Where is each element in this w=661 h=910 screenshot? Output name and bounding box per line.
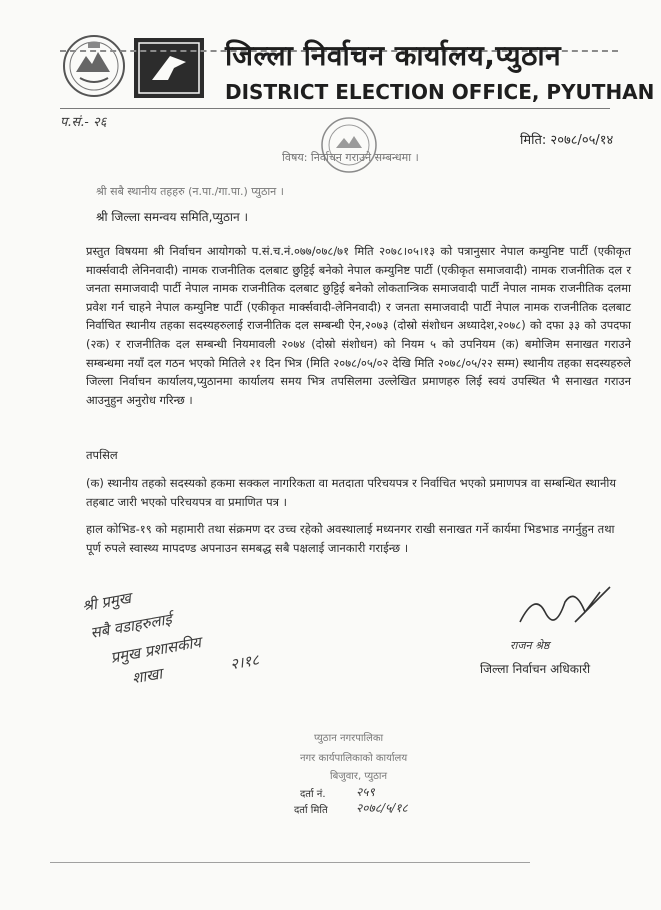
- covid-note: हाल कोभिड-१९ को महामारी तथा संक्रमण दर उच्च रहेकोे अवस्थालाई मध्यनगर राखी सनाखत गर्ने कार्यमा भिडभाड नगर्नुहुन तथा पूर्ण रुपले स्वास्थ्य मापदण्ड अपनाउन समबद्ध सबै पक्षलाई जानकारी गराईन्छ ।: [86, 522, 615, 555]
- darta-label: दर्ता नं.: [300, 789, 326, 800]
- bottom-divider: [50, 862, 530, 863]
- handwritten-line: प्रमुख प्रशासकीय: [109, 633, 203, 667]
- letter-date: मिति: २०७८/०५/१४: [520, 133, 614, 148]
- darta-number: २५९: [356, 785, 375, 799]
- handwritten-line: २।१८: [228, 650, 261, 674]
- signatory-name: राजन श्रेष्ठ: [510, 639, 550, 652]
- stamp-line-3: बिजुवार, प्युठान: [330, 771, 388, 782]
- election-logo-icon: [134, 38, 204, 98]
- office-title-nepali: जिल्ला निर्वाचन कार्यालय,प्युठान: [225, 39, 562, 72]
- addressee-2: श्री जिल्ला समन्वय समिति,प्युठान ।: [96, 210, 249, 224]
- handwritten-notes: [80, 590, 280, 710]
- reference-number: प.सं.- २६: [60, 115, 107, 130]
- header-divider: [60, 108, 610, 109]
- signatory-title: जिल्ला निर्वाचन अधिकारी: [480, 662, 591, 676]
- handwritten-line: शाखा: [130, 664, 164, 688]
- addressee-1: श्री सबै स्थानीय तहहरु (न.पा./गा.पा.) प्युठान ।: [96, 185, 284, 198]
- tapsil-label: तपसिल: [86, 448, 118, 462]
- darta-date: २०७८/५/१८: [356, 801, 408, 815]
- office-stamp-icon: [318, 114, 380, 176]
- office-title-english: DISTRICT ELECTION OFFICE, PYUTHAN: [225, 80, 655, 104]
- stamp-line-2: नगर कार्यपालिकाको कार्यालय: [300, 753, 408, 764]
- stamp-line-1: प्युठान नगरपालिका: [314, 733, 384, 744]
- tapsil-item: (क) स्थानीय तहको सदस्यको हकमा सक्कल नागरिकता वा मतदाता परिचयपत्र र निर्वाचित भएको प्रमाणपत्र वा सम्बन्धित स्थानीय तहबाट जारी भएको परिचयपत्र वा प्रमाणित पत्र ।: [86, 476, 616, 509]
- signature-icon: [515, 582, 615, 632]
- handwritten-line: श्री प्रमुख: [80, 588, 133, 616]
- letter-body: प्रस्तुत विषयमा श्री निर्वाचन आयोगको प.सं.च.नं.०७७/०७८/७१ मिति २०७८।०५।१३ को पत्रानुसार नेपाल कम्युनिष्ट पार्टी (एकीकृत मार्क्सवादी लेनिनवादी) नामक राजनीतिक दलबाट छुट्टिई बनेको नेपाल कम्युनिष्ट पार्टी (एकीकृत समाजवादी) नामक राजनीतिक दल र जनता समाजवादी पार्टी नेपाल नामक राजनीतिक दलबाट छुट्टिई बनेको लोकतान्त्रिक समाजवादी पार्टी नेपाल नामक राजनीतिक दलमा प्रवेश गर्न चाहने नेपाल कम्युनिष्ट पार्टी (एकीकृत मार्क्सवादी-लेनिनवादी) र जनता समाजवादी पार्टी नेपाल नामक राजनीतिक दलबाट निर्वाचित स्थानीय तहका सदस्यहरुलाई राजनीतिक दल सम्बन्धी ऐन,२०७३ (दोस्रो संशोधन अध्यादेश,२०७८) को दफा ३३ को उपदफा (२क) र राजनीतिक दल सम्बन्धी नियमावली २०७४ (दोस्रो संशोधन) को नियम ५ को उपनियम (क) बमोजिम सनाखत गराउने सम्बन्धमा नयाँ दल गठन भएको मितिले २१ दिन भित्र (मिति २०७८/०५/०२ देखि मिति २०७८/०५/२२ सम्म) स्थानीय तहका सदस्यहरुले जिल्ला निर्वाचन कार्यालय,प्युठानमा कार्यालय समय भित्र तपसिलमा उल्लेखित प्रमाणहरु लिई स्वयं उपस्थित भै सनाखत गराउन आउनुहुन अनुरोध गरिन्छ ।: [86, 244, 631, 407]
- darta-date-label: दर्ता मिति: [294, 805, 328, 816]
- letter-subject: विषय: निर्वाचन गराउने सम्बन्धमा ।: [282, 151, 419, 164]
- nepal-emblem-icon: [60, 32, 128, 100]
- handwritten-line: सबै वडाहरुलाई: [89, 610, 174, 642]
